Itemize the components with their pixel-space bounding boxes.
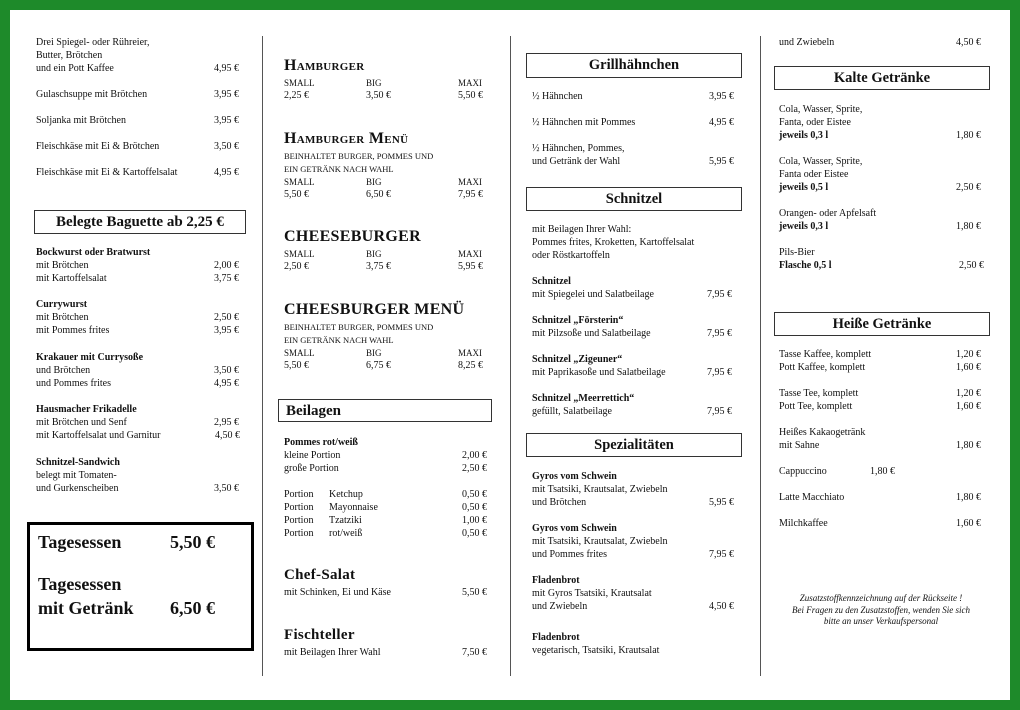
item-line: und Zwiebeln [779, 37, 835, 48]
item-price: 2,50 € [956, 182, 981, 193]
item-price: 1,80 € [870, 466, 895, 477]
section-title-cheeseburger-menu: CHEESBURGER MENÜ [284, 301, 465, 318]
section-title-grill: Grillhähnchen [526, 53, 742, 78]
daily-special-drink-label: Tagesessen [38, 574, 122, 594]
item-line: Orangen- oder Apfelsaft [779, 208, 877, 219]
item-price: 0,50 € [462, 528, 487, 539]
item-line: mit Paprikasoße und Salatbeilage [532, 367, 666, 378]
size-label: BIG [366, 348, 382, 358]
size-label: MAXI [458, 249, 482, 259]
item-line: ½ Hähnchen mit Pommes [532, 117, 636, 128]
item-line: oder Röstkartoffeln [532, 250, 610, 261]
menu-description: EIN GETRÄNK NACH WAHL [284, 164, 394, 174]
item-line: mit Tsatsiki, Krautsalat, Zwiebeln [532, 536, 668, 547]
item-name: Currywurst [36, 299, 88, 310]
section-title-chef-salat: Chef-Salat [284, 567, 356, 583]
portion-item: Tzatziki [329, 515, 362, 526]
item-line: Butter, Brötchen [36, 50, 103, 61]
item-line: gefüllt, Salatbeilage [532, 406, 612, 417]
portion-item: Ketchup [329, 489, 363, 500]
item-price: 7,95 € [707, 328, 732, 339]
size-label: SMALL [284, 78, 315, 88]
item-line: mit Pilzsoße und Salatbeilage [532, 328, 651, 339]
item-line: kleine Portion [284, 450, 341, 461]
daily-special-drink-price: 6,50 € [170, 598, 215, 618]
size-price: 6,50 € [366, 189, 391, 200]
portion-label: Portion [284, 502, 314, 513]
item-name: Gyros vom Schwein [532, 523, 617, 534]
item-line: und Brötchen [36, 365, 91, 376]
item-line: mit Beilagen Ihrer Wahl: [532, 224, 632, 235]
portion-item: Mayonnaise [329, 502, 378, 513]
portion-label: Portion [284, 489, 314, 500]
item-line: Pommes frites, Kroketten, Kartoffelsalat [532, 237, 695, 248]
item-line: und Zwiebeln [532, 601, 588, 612]
item-price: 3,75 € [214, 273, 239, 284]
size-price: 5,50 € [284, 360, 309, 371]
item-line: Latte Macchiato [779, 492, 845, 503]
size-label: BIG [366, 78, 382, 88]
item-line: große Portion [284, 463, 339, 474]
item-price: 7,95 € [707, 406, 732, 417]
item-line: Fanta, oder Eistee [779, 117, 851, 128]
item-line: Soljanka mit Brötchen [36, 115, 126, 126]
item-price: 7,95 € [707, 289, 732, 300]
item-price: 1,80 € [956, 130, 981, 141]
section-title-hamburger-menu: Hamburger Menü [284, 130, 409, 147]
item-price: 1,60 € [956, 362, 981, 373]
size-price: 7,95 € [458, 189, 483, 200]
item-line: mit Sahne [779, 440, 820, 451]
size-label: MAXI [458, 177, 482, 187]
item-price: 1,80 € [956, 440, 981, 451]
item-line: Cappuccino [779, 466, 827, 477]
daily-special-price: 5,50 € [170, 532, 215, 552]
section-title-schnitzel: Schnitzel [526, 187, 742, 211]
item-price: 3,95 € [214, 325, 239, 336]
item-line: Tasse Kaffee, komplett [779, 349, 872, 360]
column-divider [760, 36, 761, 676]
item-line: mit Schinken, Ei und Käse [284, 587, 391, 598]
item-line: belegt mit Tomaten- [36, 470, 117, 481]
item-line: Drei Spiegel- oder Rühreier, [36, 37, 150, 48]
item-line: vegetarisch, Tsatsiki, Krautsalat [532, 645, 660, 656]
item-price: 1,20 € [956, 388, 981, 399]
item-price: 0,50 € [462, 502, 487, 513]
item-price: 4,95 € [214, 378, 239, 389]
additives-note [772, 593, 990, 628]
size-label: BIG [366, 249, 382, 259]
item-line: und Brötchen [532, 497, 587, 508]
item-price: 4,50 € [215, 430, 240, 441]
item-price: 1,20 € [956, 349, 981, 360]
item-name: Schnitzel-Sandwich [36, 457, 120, 468]
item-line: jeweils 0,3 l [779, 130, 829, 141]
item-name: Fladenbrot [532, 632, 580, 643]
column-divider [262, 36, 263, 676]
menu-description: BEINHALTET BURGER, POMMES UND [284, 151, 434, 161]
additives-note-line: Bei Fragen zu den Zusatzstoffen, wenden Sie sich [792, 604, 970, 615]
item-price: 3,50 € [214, 365, 239, 376]
item-line: Fanta oder Eistee [779, 169, 849, 180]
item-line: und Getränk der Wahl [532, 156, 621, 167]
item-line: und ein Pott Kaffee [36, 63, 114, 74]
size-price: 5,50 € [284, 189, 309, 200]
size-label: SMALL [284, 249, 315, 259]
size-label: MAXI [458, 78, 482, 88]
item-price: 5,95 € [709, 156, 734, 167]
portion-label: Portion [284, 528, 314, 539]
item-line: mit Gyros Tsatsiki, Krautsalat [532, 588, 652, 599]
item-line: mit Brötchen [36, 312, 89, 323]
size-price: 2,50 € [284, 261, 309, 272]
size-price: 5,95 € [458, 261, 483, 272]
item-line: jeweils 0,5 l [779, 182, 829, 193]
item-line: ½ Hähnchen, Pommes, [532, 143, 625, 154]
menu-description: BEINHALTET BURGER, POMMES UND [284, 322, 434, 332]
section-title-beilagen: Beilagen [278, 399, 492, 422]
item-price: 3,95 € [214, 89, 239, 100]
daily-special-drink-label: mit Getränk [38, 598, 134, 618]
item-line: Gulaschsuppe mit Brötchen [36, 89, 148, 100]
daily-special-label: Tagesessen [38, 532, 122, 552]
portion-label: Portion [284, 515, 314, 526]
item-line: mit Kartoffelsalat [36, 273, 107, 284]
size-price: 2,25 € [284, 90, 309, 101]
section-title-baguette: Belegte Baguette ab 2,25 € [34, 210, 246, 234]
additives-note-line: bitte an unser Verkaufspersonal [823, 616, 939, 626]
item-price: 1,00 € [462, 515, 487, 526]
item-name: Krakauer mit Currysoße [36, 352, 144, 363]
item-line: jeweils 0,3 l [779, 221, 829, 232]
section-title-heisse-getraenke: Heiße Getränke [774, 312, 990, 336]
item-line: mit Kartoffelsalat und Garnitur [36, 430, 161, 441]
item-price: 1,80 € [956, 221, 981, 232]
item-price: 1,80 € [956, 492, 981, 503]
item-line: mit Brötchen und Senf [36, 417, 127, 428]
item-price: 2,95 € [214, 417, 239, 428]
item-price: 2,50 € [462, 463, 487, 474]
item-price: 3,95 € [709, 91, 734, 102]
item-line: Fleischkäse mit Ei & Kartoffelsalat [36, 167, 178, 178]
item-price: 1,60 € [956, 518, 981, 529]
item-line: Cola, Wasser, Sprite, [779, 156, 863, 167]
item-line: und Gurkenscheiben [36, 483, 119, 494]
item-name: Pommes rot/weiß [284, 437, 358, 448]
item-line: Tasse Tee, komplett [779, 388, 859, 399]
column-divider [510, 36, 511, 676]
item-name: Schnitzel „Zigeuner“ [532, 354, 623, 365]
item-price: 3,50 € [214, 141, 239, 152]
section-title-spezialitaeten: Spezialitäten [526, 433, 742, 457]
section-title-kalte-getraenke: Kalte Getränke [774, 66, 990, 90]
size-price: 6,75 € [366, 360, 391, 371]
item-line: und Pommes frites [532, 549, 607, 560]
size-label: SMALL [284, 348, 315, 358]
item-line: ½ Hähnchen [532, 91, 583, 102]
menu-description: EIN GETRÄNK NACH WAHL [284, 335, 394, 345]
item-price: 4,95 € [214, 63, 239, 74]
item-name: Bockwurst oder Bratwurst [36, 247, 151, 258]
size-price: 8,25 € [458, 360, 483, 371]
daily-special-box [27, 522, 254, 651]
item-name: Gyros vom Schwein [532, 471, 617, 482]
item-price: 2,00 € [462, 450, 487, 461]
size-label: BIG [366, 177, 382, 187]
additives-note-line: Zusatzstoffkennzeichnung auf der Rückseite ! [799, 593, 963, 603]
item-name: Hausmacher Frikadelle [36, 404, 137, 415]
item-price: 3,50 € [214, 483, 239, 494]
item-line: mit Pommes frites [36, 325, 110, 336]
item-line: und Pommes frites [36, 378, 111, 389]
menu-page [10, 10, 1010, 700]
item-price: 4,50 € [709, 601, 734, 612]
item-price: 7,50 € [462, 647, 487, 658]
item-name: Schnitzel „Meerrettich“ [532, 393, 635, 404]
item-price: 5,50 € [462, 587, 487, 598]
section-title-hamburger: Hamburger [284, 57, 365, 74]
item-price: 3,95 € [214, 115, 239, 126]
item-line: Cola, Wasser, Sprite, [779, 104, 863, 115]
item-line: Pils-Bier [779, 247, 815, 258]
size-price: 5,50 € [458, 90, 483, 101]
item-name: Fladenbrot [532, 575, 580, 586]
item-price: 0,50 € [462, 489, 487, 500]
item-price: 4,50 € [956, 37, 981, 48]
item-price: 7,95 € [709, 549, 734, 560]
item-price: 2,50 € [959, 260, 984, 271]
item-price: 4,95 € [214, 167, 239, 178]
item-line: mit Spiegelei und Salatbeilage [532, 289, 654, 300]
item-name: Schnitzel „Försterin“ [532, 315, 624, 326]
size-price: 3,50 € [366, 90, 391, 101]
size-price: 3,75 € [366, 261, 391, 272]
item-price: 2,50 € [214, 312, 239, 323]
item-line: Flasche 0,5 l [779, 260, 832, 271]
item-name: Schnitzel [532, 276, 571, 287]
item-price: 7,95 € [707, 367, 732, 378]
item-line: Pott Tee, komplett [779, 401, 853, 412]
portion-item: rot/weiß [329, 528, 363, 539]
section-title-cheeseburger: CHEESEBURGER [284, 228, 421, 245]
section-title-fischteller: Fischteller [284, 627, 355, 643]
item-line: Fleischkäse mit Ei & Brötchen [36, 141, 160, 152]
item-price: 2,00 € [214, 260, 239, 271]
item-line: Heißes Kakaogetränk [779, 427, 866, 438]
item-line: mit Beilagen Ihrer Wahl [284, 647, 381, 658]
item-line: mit Brötchen [36, 260, 89, 271]
item-price: 5,95 € [709, 497, 734, 508]
item-line: mit Tsatsiki, Krautsalat, Zwiebeln [532, 484, 668, 495]
item-line: Pott Kaffee, komplett [779, 362, 866, 373]
size-label: SMALL [284, 177, 315, 187]
item-line: Milchkaffee [779, 518, 828, 529]
size-label: MAXI [458, 348, 482, 358]
item-price: 1,60 € [956, 401, 981, 412]
item-price: 4,95 € [709, 117, 734, 128]
